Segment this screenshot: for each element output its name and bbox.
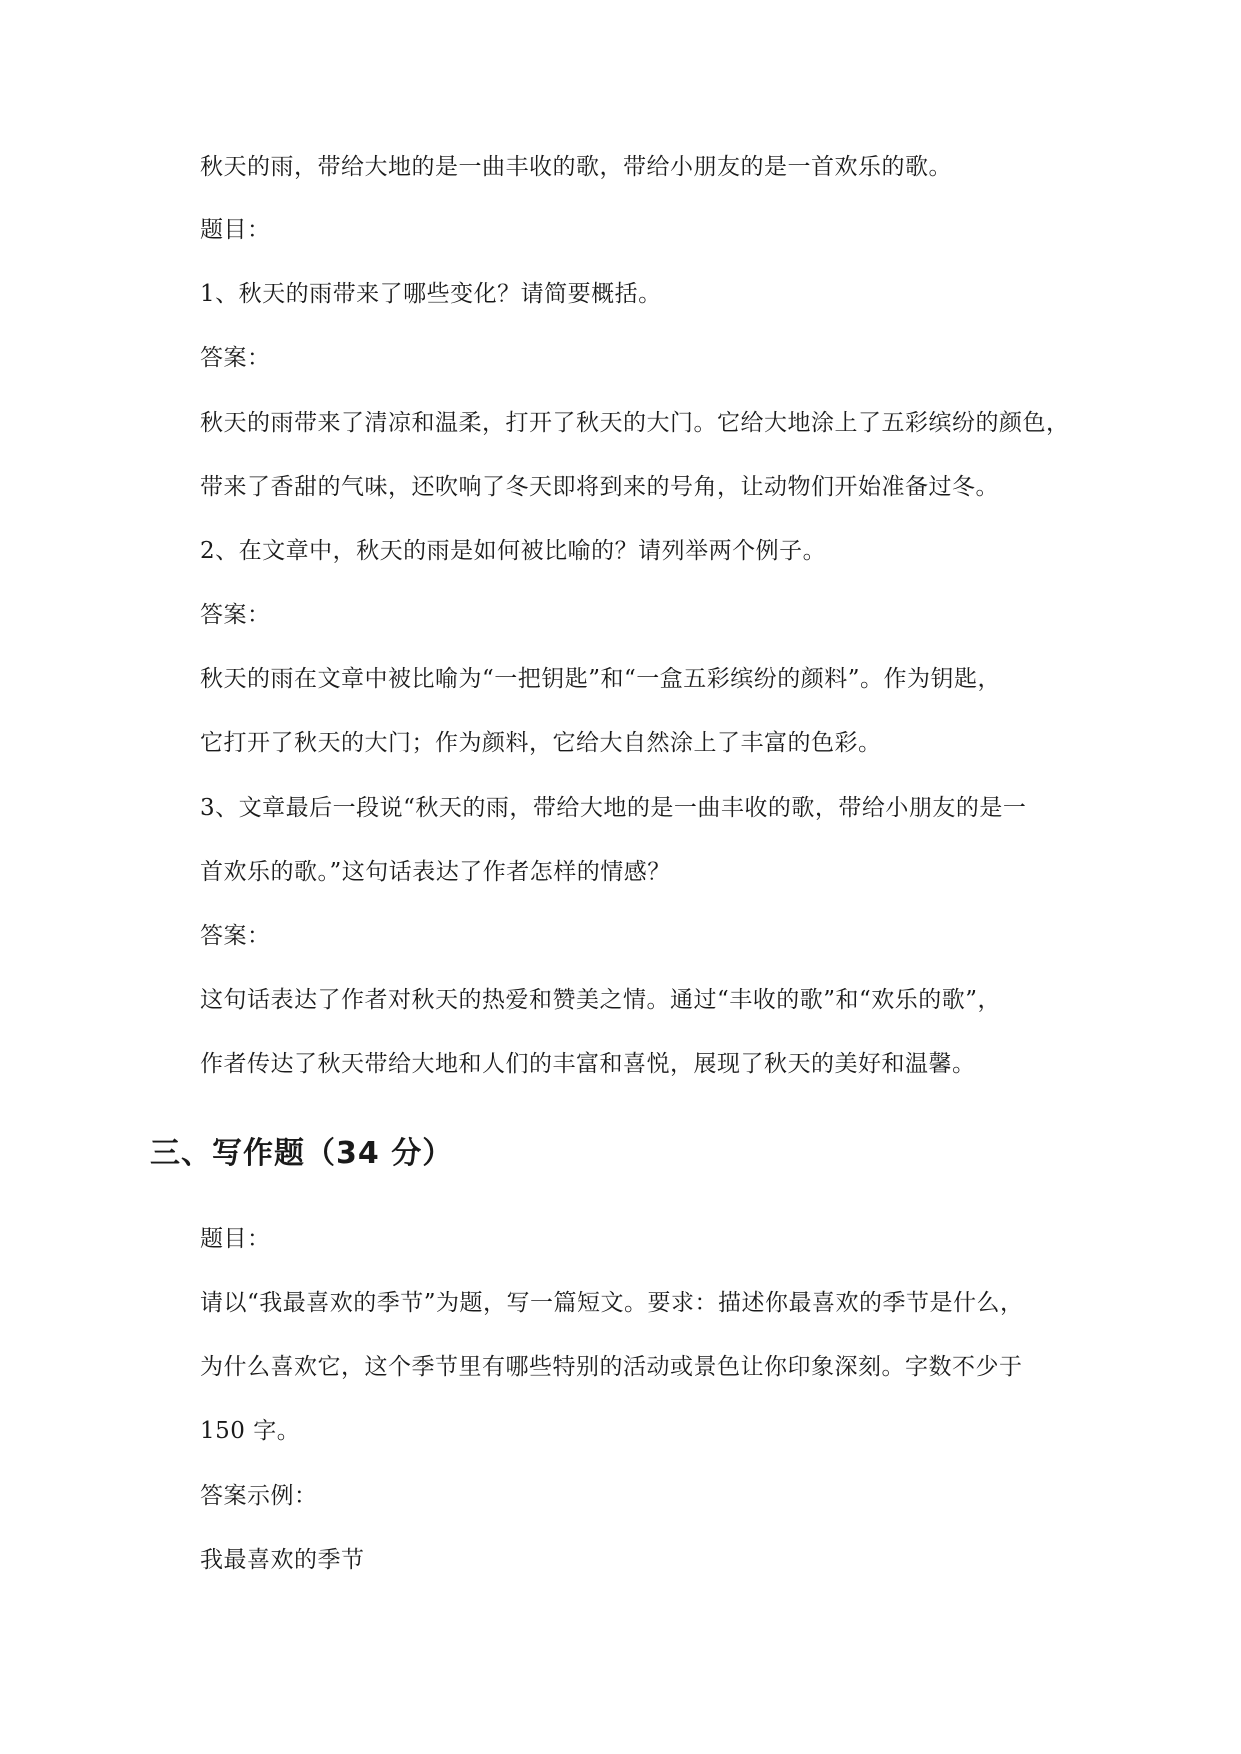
answer-text: 带来了香甜的气味，还吹响了冬天即将到来的号角，让动物们开始准备过冬。 bbox=[200, 474, 999, 500]
answer-label: 答案示例： bbox=[200, 1483, 318, 1509]
answer-text: 它打开了秋天的大门；作为颜料，它给大自然涂上了丰富的色彩。 bbox=[200, 730, 882, 756]
answer-text: 这句话表达了作者对秋天的热爱和赞美之情。通过“丰收的歌”和“欢乐的歌”， bbox=[200, 987, 1002, 1013]
answer-label: 答案： bbox=[200, 345, 271, 371]
question-3-cont: 首欢乐的歌。”这句话表达了作者怎样的情感？ bbox=[200, 859, 671, 885]
answer-label: 答案： bbox=[200, 923, 271, 949]
text-line: 秋天的雨，带给大地的是一曲丰收的歌，带给小朋友的是一首欢乐的歌。 bbox=[200, 154, 952, 180]
text-line: 题目： bbox=[200, 217, 271, 243]
answer-label: 答案： bbox=[200, 602, 271, 628]
writing-prompt: 请以“我最喜欢的季节”为题，写一篇短文。要求：描述你最喜欢的季节是什么， bbox=[200, 1290, 1024, 1316]
question-1: 1、秋天的雨带来了哪些变化？请简要概括。 bbox=[200, 281, 662, 307]
essay-title: 我最喜欢的季节 bbox=[200, 1547, 365, 1573]
section-heading: 三、写作题（34 分） bbox=[150, 1136, 454, 1171]
question-3: 3、文章最后一段说“秋天的雨，带给大地的是一曲丰收的歌，带给小朋友的是一 bbox=[200, 795, 1027, 821]
writing-prompt: 为什么喜欢它，这个季节里有哪些特别的活动或景色让你印象深刻。字数不少于 bbox=[200, 1354, 1023, 1380]
writing-prompt: 150 字。 bbox=[200, 1418, 301, 1444]
question-2: 2、在文章中，秋天的雨是如何被比喻的？请列举两个例子。 bbox=[200, 538, 827, 564]
answer-text: 秋天的雨带来了清凉和温柔，打开了秋天的大门。它给大地涂上了五彩缤纷的颜色， bbox=[200, 410, 1070, 436]
answer-text: 秋天的雨在文章中被比喻为“一把钥匙”和“一盒五彩缤纷的颜料”。作为钥匙， bbox=[200, 666, 1002, 692]
text-line: 题目： bbox=[200, 1226, 271, 1252]
answer-text: 作者传达了秋天带给大地和人们的丰富和喜悦，展现了秋天的美好和温馨。 bbox=[200, 1051, 976, 1077]
